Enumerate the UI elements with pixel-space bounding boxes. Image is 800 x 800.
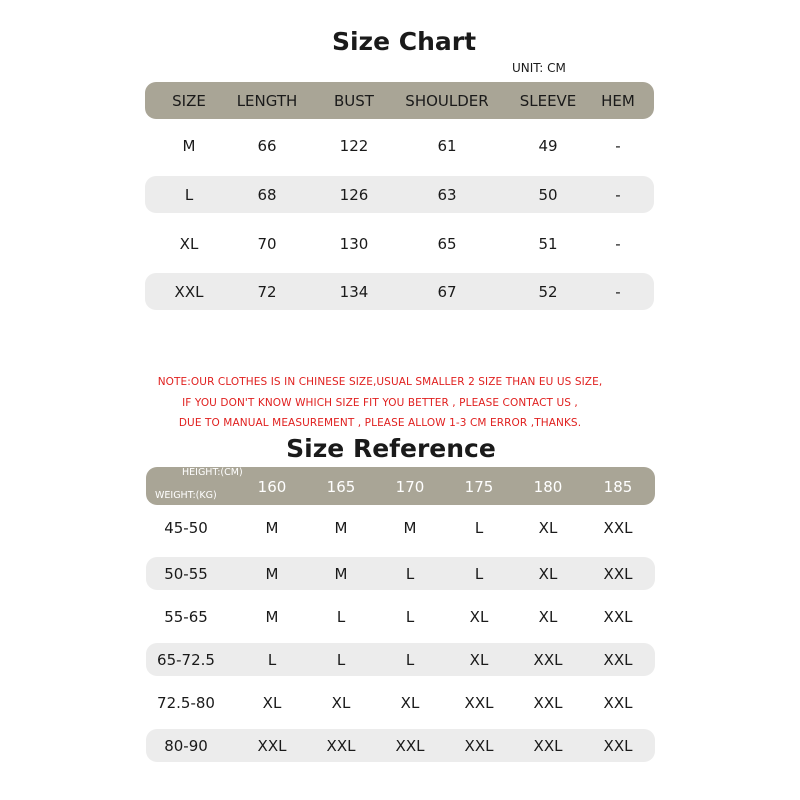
size-reference-cell: XXL	[395, 737, 425, 755]
unit-label: UNIT: CM	[512, 61, 566, 75]
size-reference-cell: XL	[469, 608, 489, 626]
size-chart-cell: 68	[257, 186, 277, 204]
size-chart-cell: 130	[339, 235, 369, 253]
height-header-cell: 165	[326, 478, 356, 496]
size-reference-cell: XL	[262, 694, 282, 712]
weight-cell: 65-72.5	[157, 651, 215, 669]
size-reference-cell: XXL	[464, 737, 494, 755]
size-reference-title: Size Reference	[286, 434, 496, 463]
size-reference-cell: M	[265, 565, 279, 583]
size-reference-cell: XXL	[603, 608, 633, 626]
size-chart-cell: -	[615, 235, 621, 253]
size-reference-cell: XXL	[603, 694, 633, 712]
size-chart-cell: L	[184, 186, 194, 204]
size-reference-cell: XXL	[603, 519, 633, 537]
size-chart-cell: 52	[538, 283, 558, 301]
height-axis-label: HEIGHT:(CM)	[182, 467, 243, 478]
size-reference-cell: M	[334, 519, 348, 537]
height-header-cell: 175	[464, 478, 494, 496]
weight-cell: 72.5-80	[157, 694, 215, 712]
size-reference-cell: L	[267, 651, 277, 669]
size-reference-cell: L	[474, 565, 484, 583]
height-header-cell: 180	[533, 478, 563, 496]
size-chart-cell: 66	[257, 137, 277, 155]
size-chart-cell: -	[615, 283, 621, 301]
size-chart-cell: 50	[538, 186, 558, 204]
size-chart-header-cell: LENGTH	[236, 92, 298, 110]
size-reference-cell: XXL	[603, 565, 633, 583]
note-line: IF YOU DON'T KNOW WHICH SIZE FIT YOU BETTER , PLEASE CONTACT US ,	[182, 397, 578, 409]
size-reference-cell: XXL	[326, 737, 356, 755]
size-reference-cell: XXL	[603, 737, 633, 755]
size-reference-cell: M	[334, 565, 348, 583]
height-header-cell: 170	[395, 478, 425, 496]
size-chart-header-cell: BUST	[334, 92, 374, 110]
size-chart-header-band	[145, 82, 654, 119]
size-reference-row-band	[146, 643, 655, 676]
size-reference-cell: L	[405, 608, 415, 626]
size-chart-cell: 61	[437, 137, 457, 155]
note-line: DUE TO MANUAL MEASUREMENT , PLEASE ALLOW 1-3 CM ERROR ,THANKS.	[178, 417, 582, 429]
size-reference-cell: XXL	[533, 737, 563, 755]
size-chart-header-cell: SLEEVE	[519, 92, 577, 110]
size-reference-cell: M	[265, 608, 279, 626]
weight-cell: 50-55	[164, 565, 208, 583]
size-reference-cell: XL	[469, 651, 489, 669]
size-reference-cell: XL	[331, 694, 351, 712]
size-reference-cell: M	[265, 519, 279, 537]
height-header-cell: 185	[603, 478, 633, 496]
size-reference-cell: XL	[538, 519, 558, 537]
size-reference-cell: M	[403, 519, 417, 537]
size-chart-cell: -	[615, 186, 621, 204]
size-chart-cell: 65	[437, 235, 457, 253]
weight-cell: 45-50	[164, 519, 208, 537]
weight-cell: 55-65	[164, 608, 208, 626]
size-chart-cell: 134	[339, 283, 369, 301]
size-chart-row-band	[145, 273, 654, 310]
size-chart-cell: XXL	[174, 283, 204, 301]
height-header-cell: 160	[257, 478, 287, 496]
size-chart-cell: 72	[257, 283, 277, 301]
size-chart-cell: 67	[437, 283, 457, 301]
size-chart-cell: 63	[437, 186, 457, 204]
size-chart-cell: M	[182, 137, 196, 155]
size-chart-cell: 70	[257, 235, 277, 253]
size-reference-cell: XL	[538, 565, 558, 583]
size-reference-cell: L	[405, 565, 415, 583]
size-reference-cell: L	[336, 651, 346, 669]
size-chart-row-band	[145, 176, 654, 213]
size-chart-title: Size Chart	[331, 27, 477, 56]
size-reference-cell: XXL	[257, 737, 287, 755]
size-chart-cell: XL	[179, 235, 199, 253]
size-reference-cell: L	[474, 519, 484, 537]
size-reference-cell: XXL	[464, 694, 494, 712]
size-reference-row-band	[146, 557, 655, 590]
size-reference-cell: XXL	[533, 694, 563, 712]
size-chart-header-cell: SIZE	[172, 92, 206, 110]
size-reference-cell: L	[405, 651, 415, 669]
size-reference-cell: XL	[400, 694, 420, 712]
size-chart-header-cell: HEM	[601, 92, 635, 110]
weight-cell: 80-90	[164, 737, 208, 755]
size-chart-header-cell: SHOULDER	[405, 92, 489, 110]
size-chart-cell: 49	[538, 137, 558, 155]
size-reference-cell: XXL	[533, 651, 563, 669]
note-line: NOTE:OUR CLOTHES IS IN CHINESE SIZE,USUAL SMALLER 2 SIZE THAN EU US SIZE,	[157, 376, 603, 388]
size-chart-cell: 122	[339, 137, 369, 155]
size-chart-cell: 51	[538, 235, 558, 253]
size-reference-cell: L	[336, 608, 346, 626]
size-reference-cell: XL	[538, 608, 558, 626]
size-chart-cell: 126	[339, 186, 369, 204]
size-reference-cell: XXL	[603, 651, 633, 669]
weight-axis-label: WEIGHT:(KG)	[155, 490, 217, 501]
size-chart-cell: -	[615, 137, 621, 155]
